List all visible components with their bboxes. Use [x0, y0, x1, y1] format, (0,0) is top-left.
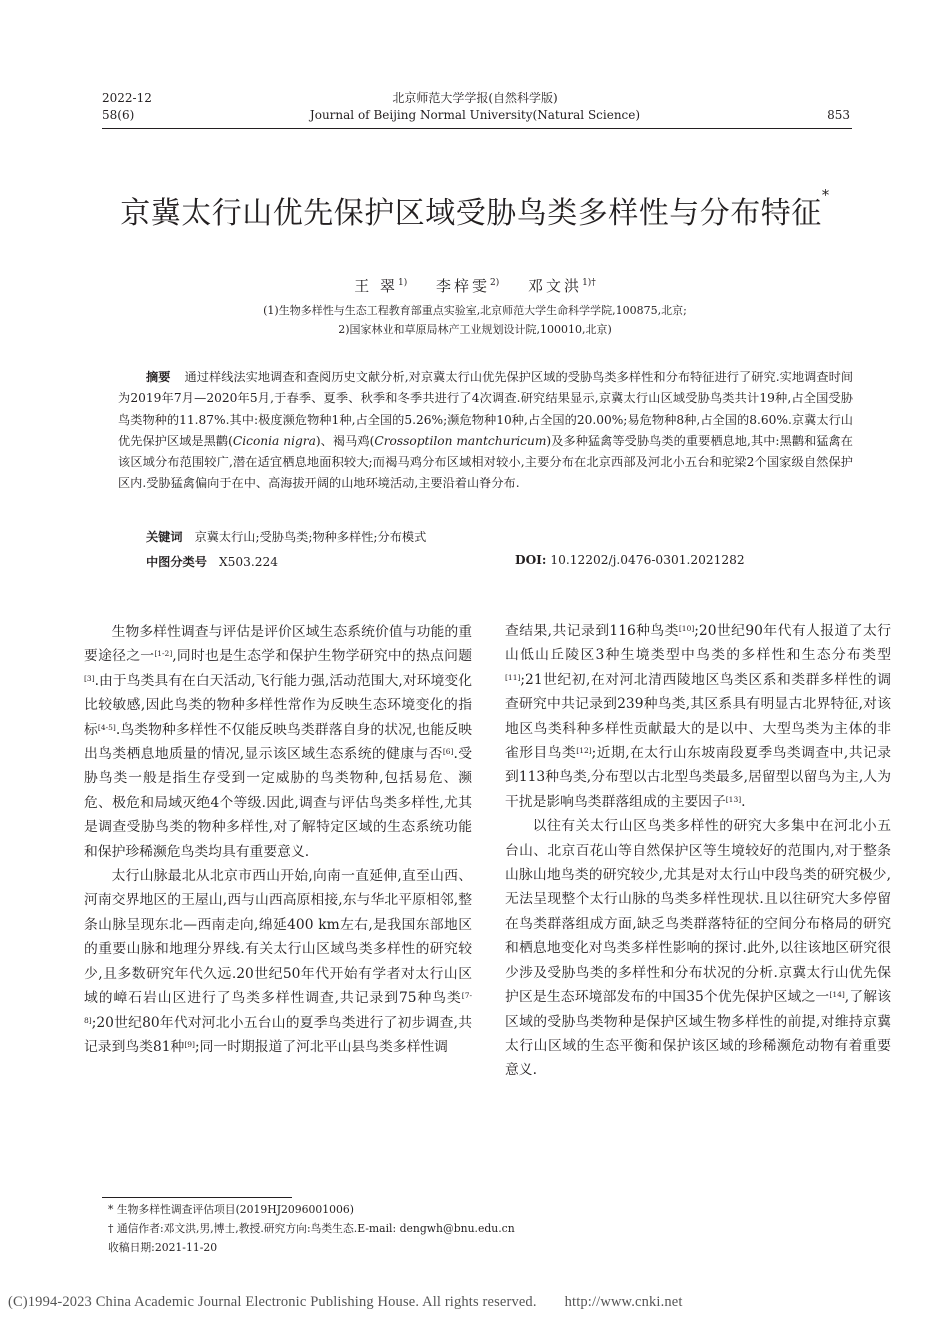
paragraph: 生物多样性调查与评估是评价区域生态系统价值与功能的重要途径之一[1-2],同时也是生态学和保护生物学研究中的热点问题[3].由于鸟类具有在白天活动,飞行能力强,活动范围大,对环境变化比较敏感,因此鸟类的物种多样性常作为反映生态环境变化的指标[4-5].鸟类物种多样性不仅能反映鸟类群落自身的状况,也能反映出鸟类栖息地质量的情况,显示该区域生态系统的健康与否[6].受胁鸟类一般是指生存受到一定威胁的鸟类物种,包括易危、濒危、极危和局域灭绝4个等级.因此,调查与评估鸟类多样性,尤其是调查受胁鸟类的物种多样性,对了解特定区域的生态系统功能和保护珍稀濒危鸟类均具有重要意义.: [84, 624, 473, 860]
keywords-label: 关键词: [146, 530, 183, 544]
footnote-correspondence: † 通信作者:邓文洪,男,博士,教授.研究方向:鸟类生态.E-mail: dengwh@bnu.edu.cn: [108, 1222, 515, 1235]
header-rule: [102, 128, 852, 129]
doi-link[interactable]: 10.12202/j.0476-0301.2021282: [550, 553, 745, 567]
copyright-text: (C)1994-2023 China Academic Journal Electronic Publishing House. All rights reserved.: [8, 1294, 537, 1310]
paragraph: 以往有关太行山区鸟类多样性的研究大多集中在河北小五台山、北京百花山等自然保护区等生境较好的范围内,对于整条山脉山地鸟类的研究较少,尤其是对太行山中段鸟类的研究极少,无法呈现整个太行山脉的鸟类多样性现状.且以往研究大多停留在鸟类群落组成方面,缺乏鸟类群落特征的空间分布格局的研究和栖息地变化对鸟类多样性影响的探讨.此外,以往该地区研究很少涉及受胁鸟类的多样性和分布状况的分析.京冀太行山优先保护区是生态环境部发布的中国35个优先保护区域之一[14],了解该区域的受胁鸟类物种是保护区域生物多样性的前提,对维持京冀太行山区域的生态平衡和保护该区域的珍稀濒危动物有着重要意义.: [505, 818, 892, 1079]
keywords-text: 京冀太行山;受胁鸟类;物种多样性;分布模式: [194, 530, 427, 544]
paragraph: 查结果,共记录到116种鸟类[10];20世纪90年代有人报道了太行山低山丘陵区3种生境类型中鸟类的多样性和生态分布类型[11];21世纪初,在对河北清西陵地区鸟类区系和类群多样性的调查研究中共记录到239种鸟类,其区系具有明显古北界特征,对该地区鸟类科种多样性贡献最大的是以中、大型鸟类为主体的非雀形目鸟类[12];近期,在太行山东坡南段夏季鸟类调查中,共记录到113种鸟类,分布型以古北型鸟类最多,居留型以留鸟为主,人为干扰是影响鸟类群落组成的主要因子[13].: [505, 623, 892, 810]
keywords: [146, 528, 846, 545]
abstract-text: )、褐马鸡(: [315, 433, 375, 448]
affiliation: (1)生物多样性与生态工程教育部重点实验室,北京师范大学生命科学学院,100875,北京;: [263, 304, 687, 317]
author-affil-mark: 2): [490, 278, 500, 288]
abstract: [118, 367, 853, 495]
abstract-text: 通过样线法实地调查和查阅历史文献分析,对京冀太行山优先保护区域的受胁鸟类多样性和分布特征进行了研究.实地调查时间为2019年7月—2020年5月,于春季、夏季、秋季和冬季共进行了4次调查.研究结果显示,京冀太行山区域受胁鸟类共计19种,占全国受胁鸟类物种的11.87%.其中:极度濒危物种1种,占全国的5.26%;濒危物种10种,占全国的20.00%;易危物种8种,占全国的8.60%.京冀太行山优先保护区域是黑鹳(: [118, 370, 854, 448]
author: [528, 277, 596, 295]
author-affil-mark: 1): [397, 278, 408, 288]
author: [436, 277, 499, 295]
doi: [515, 553, 745, 567]
species-name: Crossoptilon mantchuricum: [374, 433, 547, 448]
author-list: [100, 275, 850, 296]
abstract-label: 摘要: [146, 370, 171, 384]
paper-title-text: 京冀太行山优先保护区域受胁鸟类多样性与分布特征: [120, 196, 822, 231]
citation[interactable]: [12]: [576, 746, 592, 756]
paragraph: 太行山脉最北从北京市西山开始,向南一直延伸,直至山西、河南交界地区的王屋山,西与山西高原相接,东与华北平原相邻,整条山脉呈现东北—西南走向,绵延400 km左右,是我国东部地区的重要山脉和地理分界线.有关太行山区域鸟类多样性的研究较少,且多数研究年代久远.20世纪50年代开始有学者对太行山区域的嶂石岩山区进行了鸟类多样性调查,共记录到75种鸟类[7-8];20世纪80年代对河北小五台山的夏季鸟类进行了初步调查,共记录到鸟类81种[9];同一时期报道了河北平山县鸟类多样性调: [84, 868, 472, 1055]
citation[interactable]: [14]: [829, 990, 845, 1000]
citation[interactable]: [13]: [725, 794, 742, 804]
running-header-center: [250, 90, 700, 124]
doi-label: DOI:: [515, 553, 547, 567]
issue-date: 2022-12: [102, 91, 152, 105]
author-name: 王 翠: [354, 277, 398, 295]
citation[interactable]: [4-5]: [97, 722, 116, 732]
body-column-right: [505, 619, 891, 1083]
citation[interactable]: [10]: [678, 624, 695, 633]
author: [354, 277, 407, 295]
body-column-left: [84, 620, 472, 1059]
citation[interactable]: [11]: [505, 672, 521, 682]
page-number: 853: [827, 108, 850, 122]
journal-name-en: Journal of Beijing Normal University(Natural Science): [309, 108, 641, 122]
citation[interactable]: [7-8]: [84, 991, 472, 1025]
citation[interactable]: [1-2]: [154, 649, 173, 659]
journal-name-cn: 北京师范大学学报(自然科学版): [392, 91, 558, 105]
issue-volume: 58(6): [102, 108, 135, 122]
author-name: 邓文洪: [528, 277, 583, 295]
citation[interactable]: [9]: [184, 1039, 195, 1049]
citation[interactable]: [3]: [84, 673, 95, 683]
paper-title: [60, 188, 890, 232]
classification-label: 中图分类号: [146, 555, 207, 569]
author-name: 李梓雯: [436, 277, 491, 295]
running-header-left: [102, 90, 152, 124]
footnote-received-date: 收稿日期:2021-11-20: [108, 1241, 218, 1254]
classification: [146, 553, 278, 570]
citation[interactable]: [6]: [442, 747, 454, 757]
footnote-rule: [102, 1197, 292, 1198]
abstract-text: )及多种猛禽等受胁鸟类的重要栖息地,其中:黑鹳和猛禽在该区域分布范围较广,潜在适宜栖息地面积较大;而褐马鸡分布区域相对较小,主要分布在北京西部及河北小五台和驼梁2个国家级自然保护区内.受胁猛禽偏向于在中、高海拔开阔的山地环境活动,主要沿着山脊分布.: [118, 433, 853, 491]
affiliation: 2)国家林业和草原局林产工业规划设计院,100010,北京): [338, 323, 612, 336]
species-name: Ciconia nigra: [232, 433, 316, 448]
title-footnote-mark: *: [821, 186, 830, 204]
classification-code: X503.224: [218, 555, 279, 569]
copyright-line: [8, 1294, 948, 1311]
author-affil-mark: 1)†: [582, 278, 596, 288]
cnki-link[interactable]: http://www.cnki.net: [564, 1294, 683, 1310]
footnote-funding: * 生物多样性调查评估项目(2019HJ2096001006): [108, 1203, 354, 1216]
